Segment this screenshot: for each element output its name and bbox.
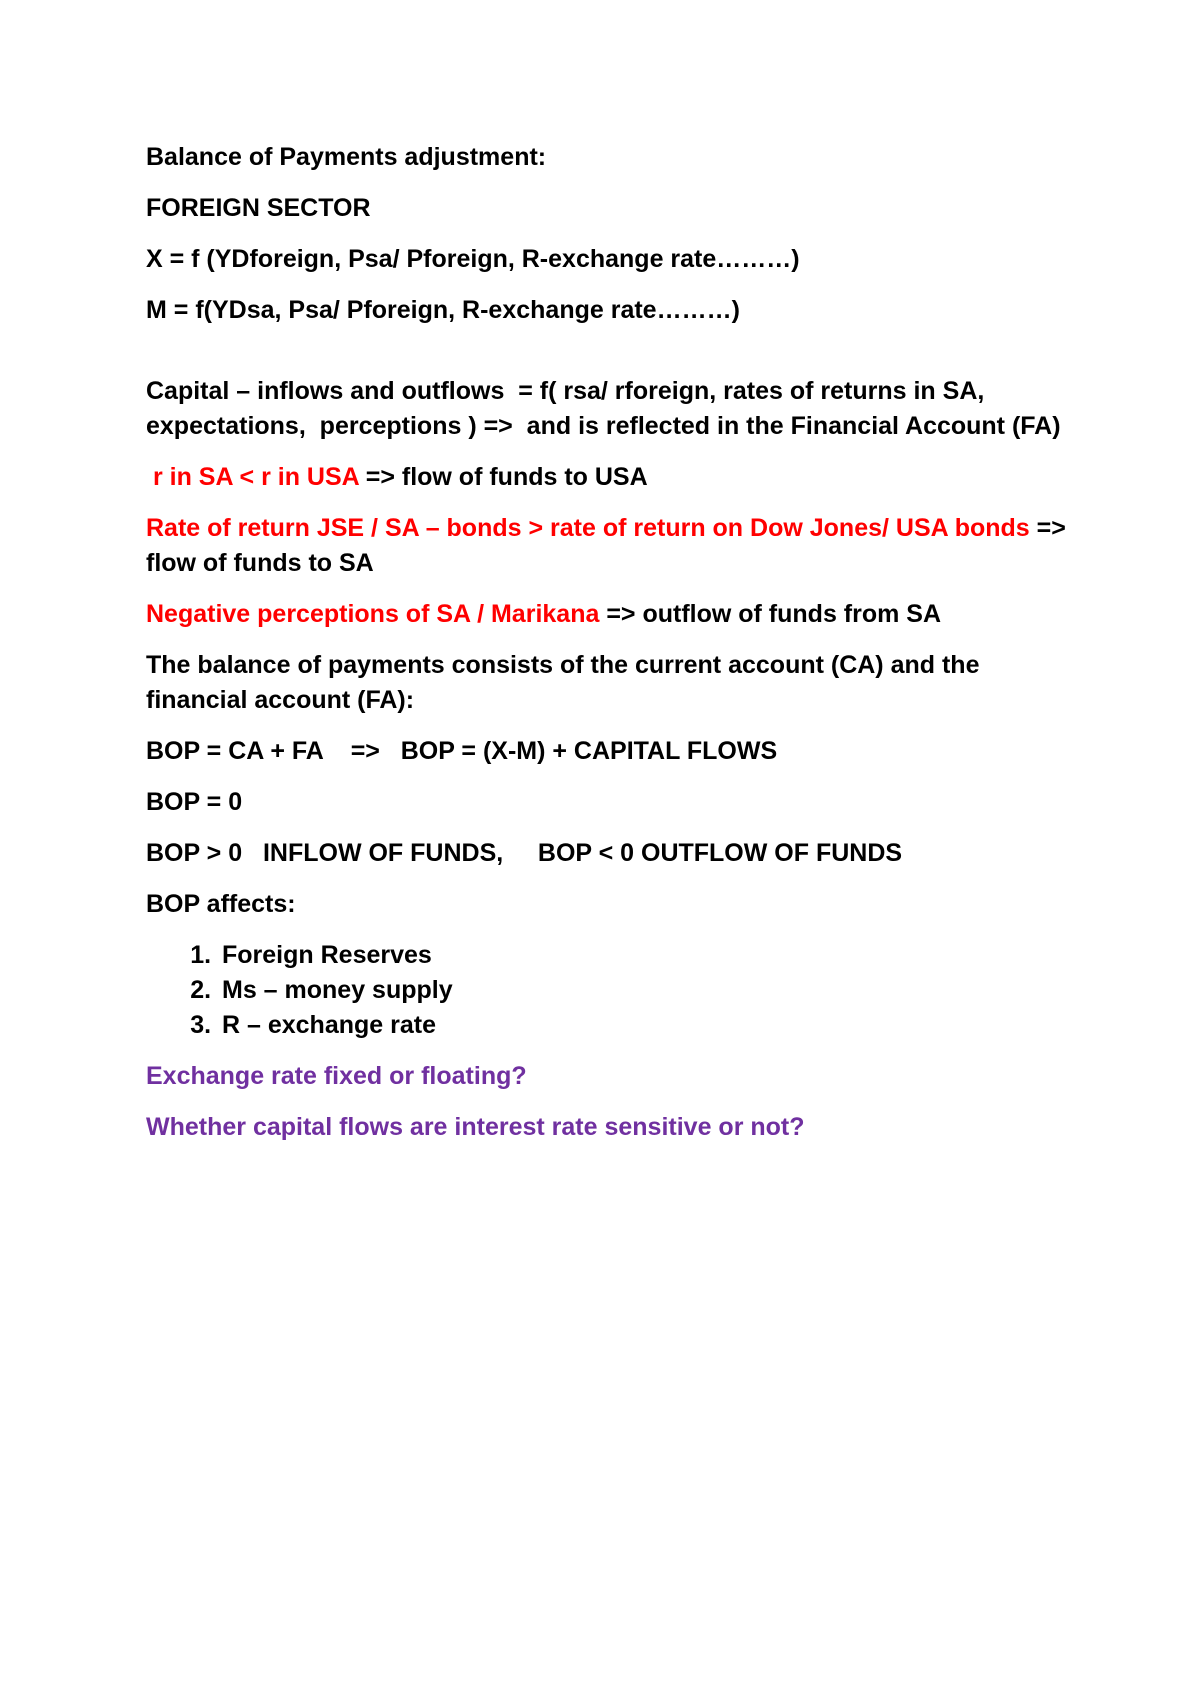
- bop-signs-line: BOP > 0 INFLOW OF FUNDS, BOP < 0 OUTFLOW OF FUNDS: [146, 839, 903, 867]
- perceptions-line: [146, 597, 1086, 632]
- list-item: 1. Foreign Reserves: [218, 938, 1086, 973]
- document-page: [146, 140, 1086, 1161]
- capital-flows-paragraph: Capital – inflows and outflows = f( rsa/ rforeign, rates of returns in SA, expectations, perceptions ) => and is reflected in the Financial Account (FA): [146, 377, 1061, 440]
- perceptions-highlight: Negative perceptions of SA / Marikana: [146, 600, 600, 628]
- bop-affects-label: BOP affects:: [146, 890, 296, 918]
- question-capital-flows: Whether capital flows are interest rate sensitive or not?: [146, 1113, 805, 1141]
- bop-equilibrium: BOP = 0: [146, 788, 243, 816]
- interest-rate-highlight: r in SA < r in USA: [146, 463, 359, 491]
- perceptions-result: => outflow of funds from SA: [599, 600, 942, 628]
- bop-definition-paragraph: The balance of payments consists of the current account (CA) and the financial account (FA):: [146, 651, 987, 714]
- returns-highlight: Rate of return JSE / SA – bonds > rate of return on Dow Jones/ USA bonds: [146, 514, 1030, 542]
- interest-rate-result: => flow of funds to USA: [358, 463, 648, 491]
- bop-equation: BOP = CA + FA => BOP = (X-M) + CAPITAL FLOWS: [146, 737, 778, 765]
- document-heading: Balance of Payments adjustment:: [146, 143, 547, 171]
- exports-equation: X = f (YDforeign, Psa/ Pforeign, R-exchange rate………): [146, 245, 800, 273]
- returns-line: [146, 511, 1086, 581]
- bop-affects-list: [146, 938, 1086, 1043]
- section-title: FOREIGN SECTOR: [146, 194, 371, 222]
- list-item: 3. R – exchange rate: [218, 1008, 1086, 1043]
- question-exchange-rate: Exchange rate fixed or floating?: [146, 1062, 527, 1090]
- list-item: 2. Ms – money supply: [218, 973, 1086, 1008]
- interest-rate-line: [146, 460, 1086, 495]
- imports-equation: M = f(YDsa, Psa/ Pforeign, R-exchange rate………): [146, 296, 740, 324]
- returns-result: => flow of funds to SA: [146, 514, 1073, 577]
